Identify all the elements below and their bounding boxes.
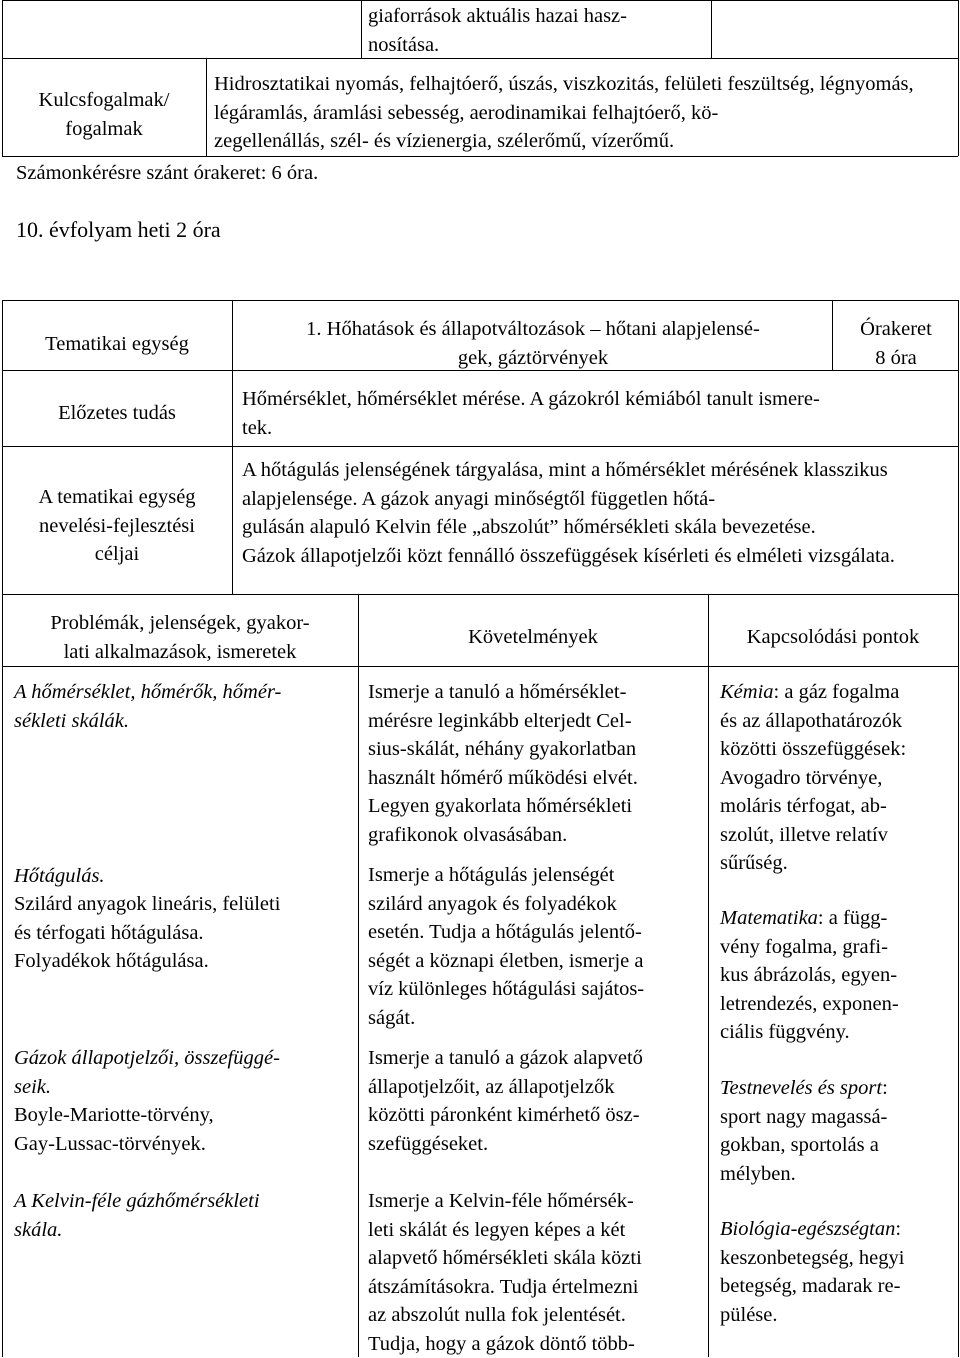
subject-biology: Biológia-egészségtan [720, 1218, 896, 1240]
connection-pe [720, 1074, 956, 1188]
connection-biology [720, 1215, 956, 1329]
requirement-gas: Ismerje a tanuló a gázok alapvető állapotjelzőit, az állapotjelzők közötti páronként kimérhető ösz- szefüggéseket. [368, 1047, 643, 1155]
grade-heading: 10. évfolyam heti 2 óra [16, 217, 221, 242]
connection-math [720, 904, 956, 1047]
prior-knowledge-label: Előzetes tudás [58, 402, 176, 424]
key-concepts-text: Hidrosztatikai nyomás, felhajtóerő, úszás, viszkozitás, felületi feszültség, légnyomás, légáramlás, áramlási sebesség, aerodinamikai felhajtóerő, kö- zegellenállás, szél- és vízienergia, szélerőmű, vízerőmű. [214, 73, 914, 152]
column-header-requirements: Követelmények [468, 626, 598, 648]
requirement-kelvin: Ismerje a Kelvin-féle hőmérsék- leti skálát és legyen képes a két alapvető hőmérsékleti skála közti átszámításokra. Tudja értelmezni az abszolút nulla fok jelentését. Tudja, hogy a gázok döntő több- [368, 1190, 642, 1355]
connection-chemistry [720, 678, 956, 878]
chemistry-text: : a gáz fogalma és az állapothatározók közötti összefüggések: Avogadro törvénye, moláris térfogat, ab- szolút, illetve relatív sűrűség. [720, 681, 907, 874]
goals-label: A tematikai egység nevelési-fejlesztési céljai [38, 486, 196, 565]
subject-chemistry: Kémia [720, 681, 774, 703]
topic-temperature: A hőmérséklet, hőmérők, hőmér- sékleti skálák. [14, 681, 282, 732]
fragment-cell: giaforrások aktuális hazai hasz- nosítása. [368, 5, 627, 56]
biology-text: : keszonbetegség, hegyi betegség, madarak re- pülése. [720, 1218, 905, 1326]
prior-knowledge-text: Hőmérséklet, hőmérséklet mérése. A gázokról kémiából tanult ismere- tek. [242, 388, 820, 439]
column-header-problems: Problémák, jelenségek, gyakor- lati alkalmazások, ismeretek [50, 612, 310, 663]
topic-expansion-title: Hőtágulás. [14, 865, 105, 887]
key-concepts-label: Kulcsfogalmak/ fogalmak [38, 89, 170, 140]
pe-text: : sport nagy magassá- gokban, sportolás a mélyben. [720, 1077, 888, 1185]
subject-math: Matematika [720, 907, 818, 929]
topic-gas-text: Boyle-Mariotte-törvény, Gay-Lussac-törvények. [14, 1104, 214, 1155]
math-text: : a függ- vény fogalma, grafi- kus ábrázolás, egyen- letrendezés, exponen- ciális függvény. [720, 907, 899, 1043]
subject-pe: Testnevelés és sport [720, 1077, 883, 1099]
thematic-unit-title: 1. Hőhatások és állapotváltozások – hőtani alapjelensé- gek, gáztörvények [306, 318, 760, 369]
topic-kelvin: A Kelvin-féle gázhőmérsékleti skála. [14, 1190, 260, 1241]
column-header-connections: Kapcsolódási pontok [746, 626, 920, 648]
hours-label: Órakeret 8 óra [860, 318, 932, 369]
goals-text: A hőtágulás jelenségének tárgyalása, mint a hőmérséklet mérésének klasszikus alapjelensége. A gázok anyagi minőségtől független hőtá- gulásán alapuló Kelvin féle „abszolút” hőmérsékleti skála bevezetése. Gázok állapotjelzői közt fennálló összefüggések kísérleti és elméleti vizsgálata. [242, 459, 895, 567]
exam-hours: Számonkérésre szánt órakeret: 6 óra. [16, 162, 319, 184]
requirement-temperature: Ismerje a tanuló a hőmérséklet- mérésre leginkább elterjedt Cel- sius-skálát, néhány gyakorlatban használt hőmérő működési elvét. Legyen gyakorlata hőmérsékleti grafikonok olvasásában. [368, 681, 638, 846]
requirement-expansion: Ismerje a hőtágulás jelenségét szilárd anyagok és folyadékok esetén. Tudja a hőtágulás jelentő- ségét a köznapi életben, ismerje a víz különleges hőtágulási sajátos- ságát. [368, 864, 645, 1029]
topic-expansion-text: Szilárd anyagok lineáris, felületi és térfogati hőtágulása. Folyadékok hőtágulása. [14, 893, 281, 972]
thematic-unit-label: Tematikai egység [45, 333, 189, 355]
topic-gas-title: Gázok állapotjelzői, összefüggé- seik. [14, 1047, 280, 1098]
